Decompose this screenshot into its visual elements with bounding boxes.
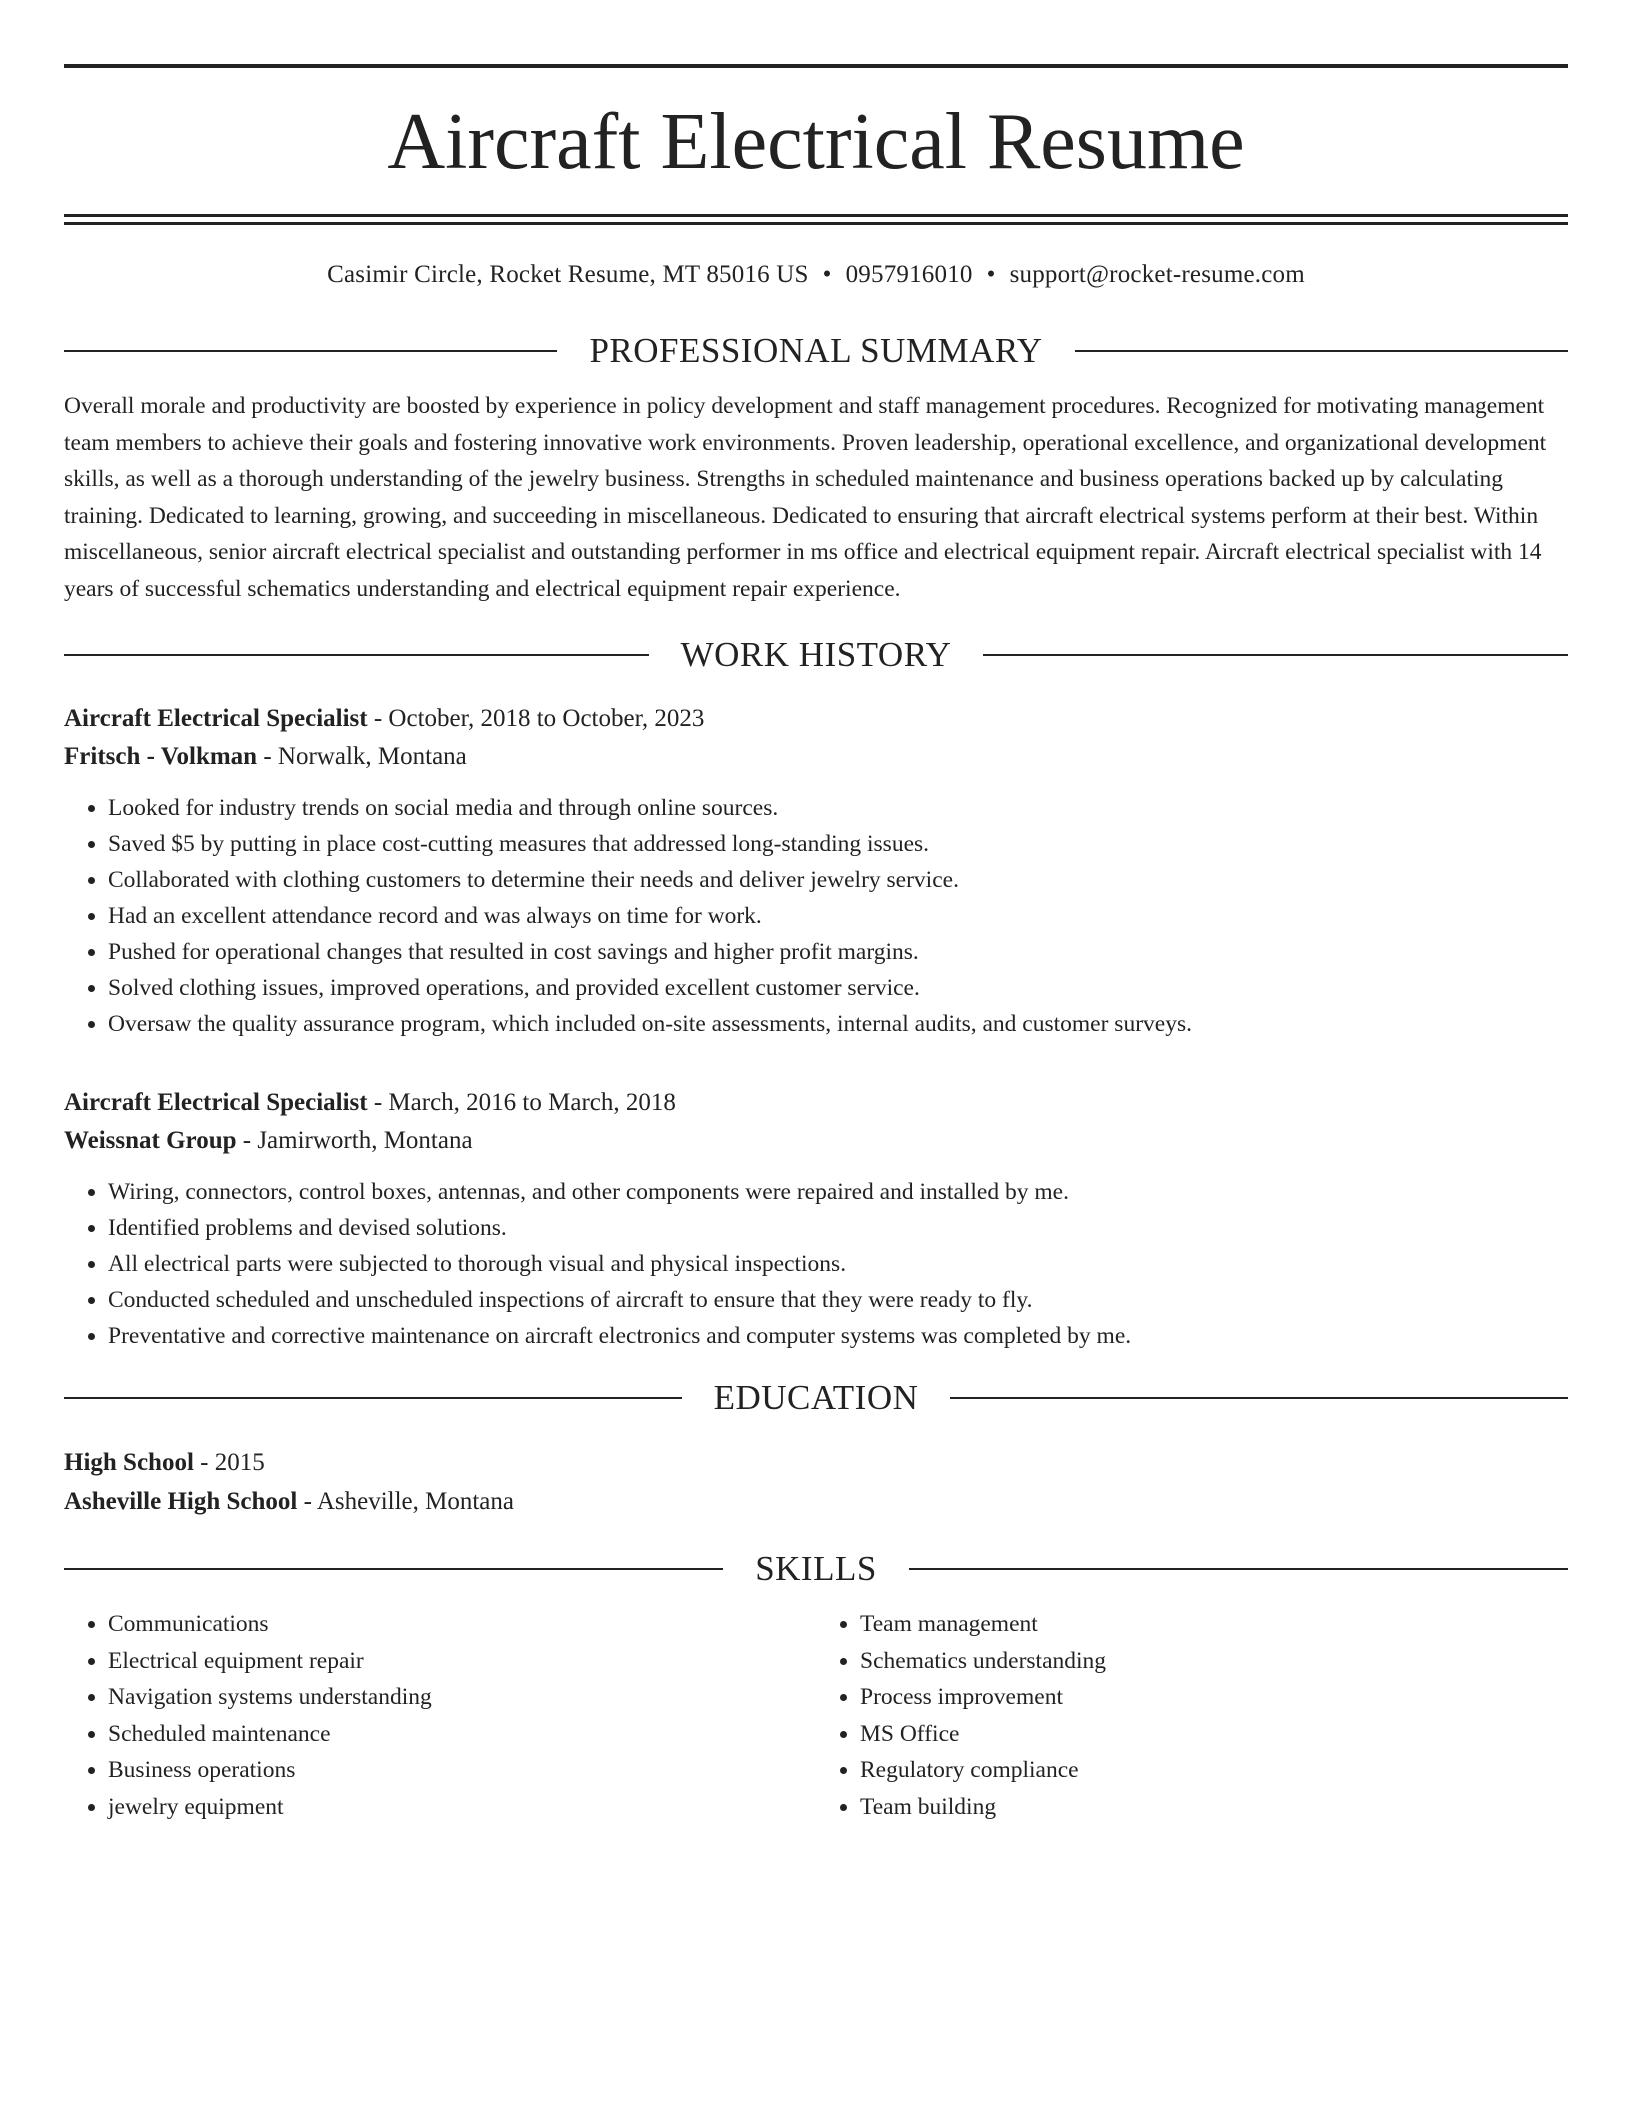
skill-item: • Team building [860,1789,1568,1826]
section-title: WORK HISTORY [680,635,952,674]
list-item: • Wiring, connectors, control boxes, antennas, and other components were repaired and installed by me. [108,1174,1568,1210]
job-bullets [64,1174,1568,1354]
job-title-line [64,1084,1568,1122]
contact-separator: • [822,261,832,288]
education-degree: High School [64,1449,194,1476]
heading-rule [909,1568,1568,1570]
section-heading-summary [64,333,1568,368]
job-dates: - March, 2016 to March, 2018 [367,1089,676,1116]
summary-text: Overall morale and productivity are boosted by experience in policy development and staff management procedures. Recognized for motivating management team members to achieve their goals and fostering innovative work environments. Proven leadership, operational excellence, and organizational development skills, as well as a thorough understanding of the jewelry business. Strengths in scheduled maintenance and business operations backed up by calculating training. Dedicated to learning, growing, and succeeding in miscellaneous. Dedicated to ensuring that aircraft electrical systems perform at their best. Within miscellaneous, senior aircraft electrical specialist and outstanding performer in ms office and electrical equipment repair. Aircraft electrical specialist with 14 years of successful schematics understanding and electrical equipment repair experience. [64,393,1547,602]
contact-line [64,261,1568,289]
skills-columns [64,1606,1568,1825]
skill-item: • Regulatory compliance [860,1752,1568,1789]
section-heading-skills [64,1551,1568,1586]
section-heading-work-history [64,637,1568,672]
skills-list-left [64,1606,816,1825]
list-item: • Pushed for operational changes that resulted in cost savings and higher profit margins. [108,934,1568,970]
heading-rule [1075,350,1568,352]
section-heading-education [64,1380,1568,1415]
skills-list-right [816,1606,1568,1825]
education-school-line [64,1482,1568,1521]
education-school: Asheville High School [64,1488,298,1515]
list-item: • Collaborated with clothing customers to determine their needs and deliver jewelry service. [108,862,1568,898]
title-double-rule [64,214,1568,225]
job-entry [64,700,1568,1042]
skill-item: • Business operations [108,1752,816,1789]
list-item: • Looked for industry trends on social media and through online sources. [108,790,1568,826]
skill-item: • Communications [108,1606,816,1643]
skill-item: • Schematics understanding [860,1643,1568,1680]
education-location: - Asheville, Montana [297,1488,515,1515]
education-degree-line [64,1443,1568,1482]
education-year: - 2015 [193,1449,265,1476]
heading-rule [983,654,1568,656]
skill-item: • Electrical equipment repair [108,1643,816,1680]
skill-item: • MS Office [860,1716,1568,1753]
heading-rule [950,1397,1568,1399]
skill-item: • Process improvement [860,1679,1568,1716]
skill-item: • jewelry equipment [108,1789,816,1826]
education-entry [64,1443,1568,1521]
skill-item: • Scheduled maintenance [108,1716,816,1753]
list-item: • Solved clothing issues, improved operations, and provided excellent customer service. [108,970,1568,1006]
list-item: • Oversaw the quality assurance program, which included on-site assessments, internal audits, and customer surveys. [108,1006,1568,1042]
heading-rule [64,654,649,656]
contact-address: Casimir Circle, Rocket Resume, MT 85016 US [327,261,809,288]
heading-rule [64,1568,723,1570]
job-title: Aircraft Electrical Specialist [64,705,368,732]
job-dates: - October, 2018 to October, 2023 [367,705,705,732]
company-location: - Jamirworth, Montana [236,1127,473,1154]
company-line [64,738,1568,776]
section-title: PROFESSIONAL SUMMARY [589,331,1043,370]
skill-item: • Navigation systems understanding [108,1679,816,1716]
top-rule [64,64,1568,68]
list-item: • Preventative and corrective maintenance on aircraft electronics and computer systems was completed by me. [108,1318,1568,1354]
company-name: Fritsch - Volkman [64,743,258,770]
contact-phone: 0957916010 [845,261,973,288]
heading-rule [64,350,557,352]
company-location: - Norwalk, Montana [257,743,467,770]
list-item: • All electrical parts were subjected to thorough visual and physical inspections. [108,1246,1568,1282]
list-item: • Conducted scheduled and unscheduled inspections of aircraft to ensure that they were ready to fly. [108,1282,1568,1318]
list-item: • Saved $5 by putting in place cost-cutting measures that addressed long-standing issues. [108,826,1568,862]
company-line [64,1122,1568,1160]
job-title-line [64,700,1568,738]
contact-separator: • [986,261,996,288]
resume-page [64,64,1568,1825]
job-title: Aircraft Electrical Specialist [64,1089,368,1116]
contact-email: support@rocket-resume.com [1009,261,1305,288]
list-item: • Identified problems and devised solutions. [108,1210,1568,1246]
section-title: EDUCATION [713,1378,919,1417]
skill-item: • Team management [860,1606,1568,1643]
company-name: Weissnat Group [64,1127,237,1154]
job-bullets [64,790,1568,1042]
resume-title: Aircraft Electrical Resume [387,98,1245,186]
heading-rule [64,1397,682,1399]
section-title: SKILLS [755,1549,877,1588]
job-entry [64,1084,1568,1354]
list-item: • Had an excellent attendance record and was always on time for work. [108,898,1568,934]
